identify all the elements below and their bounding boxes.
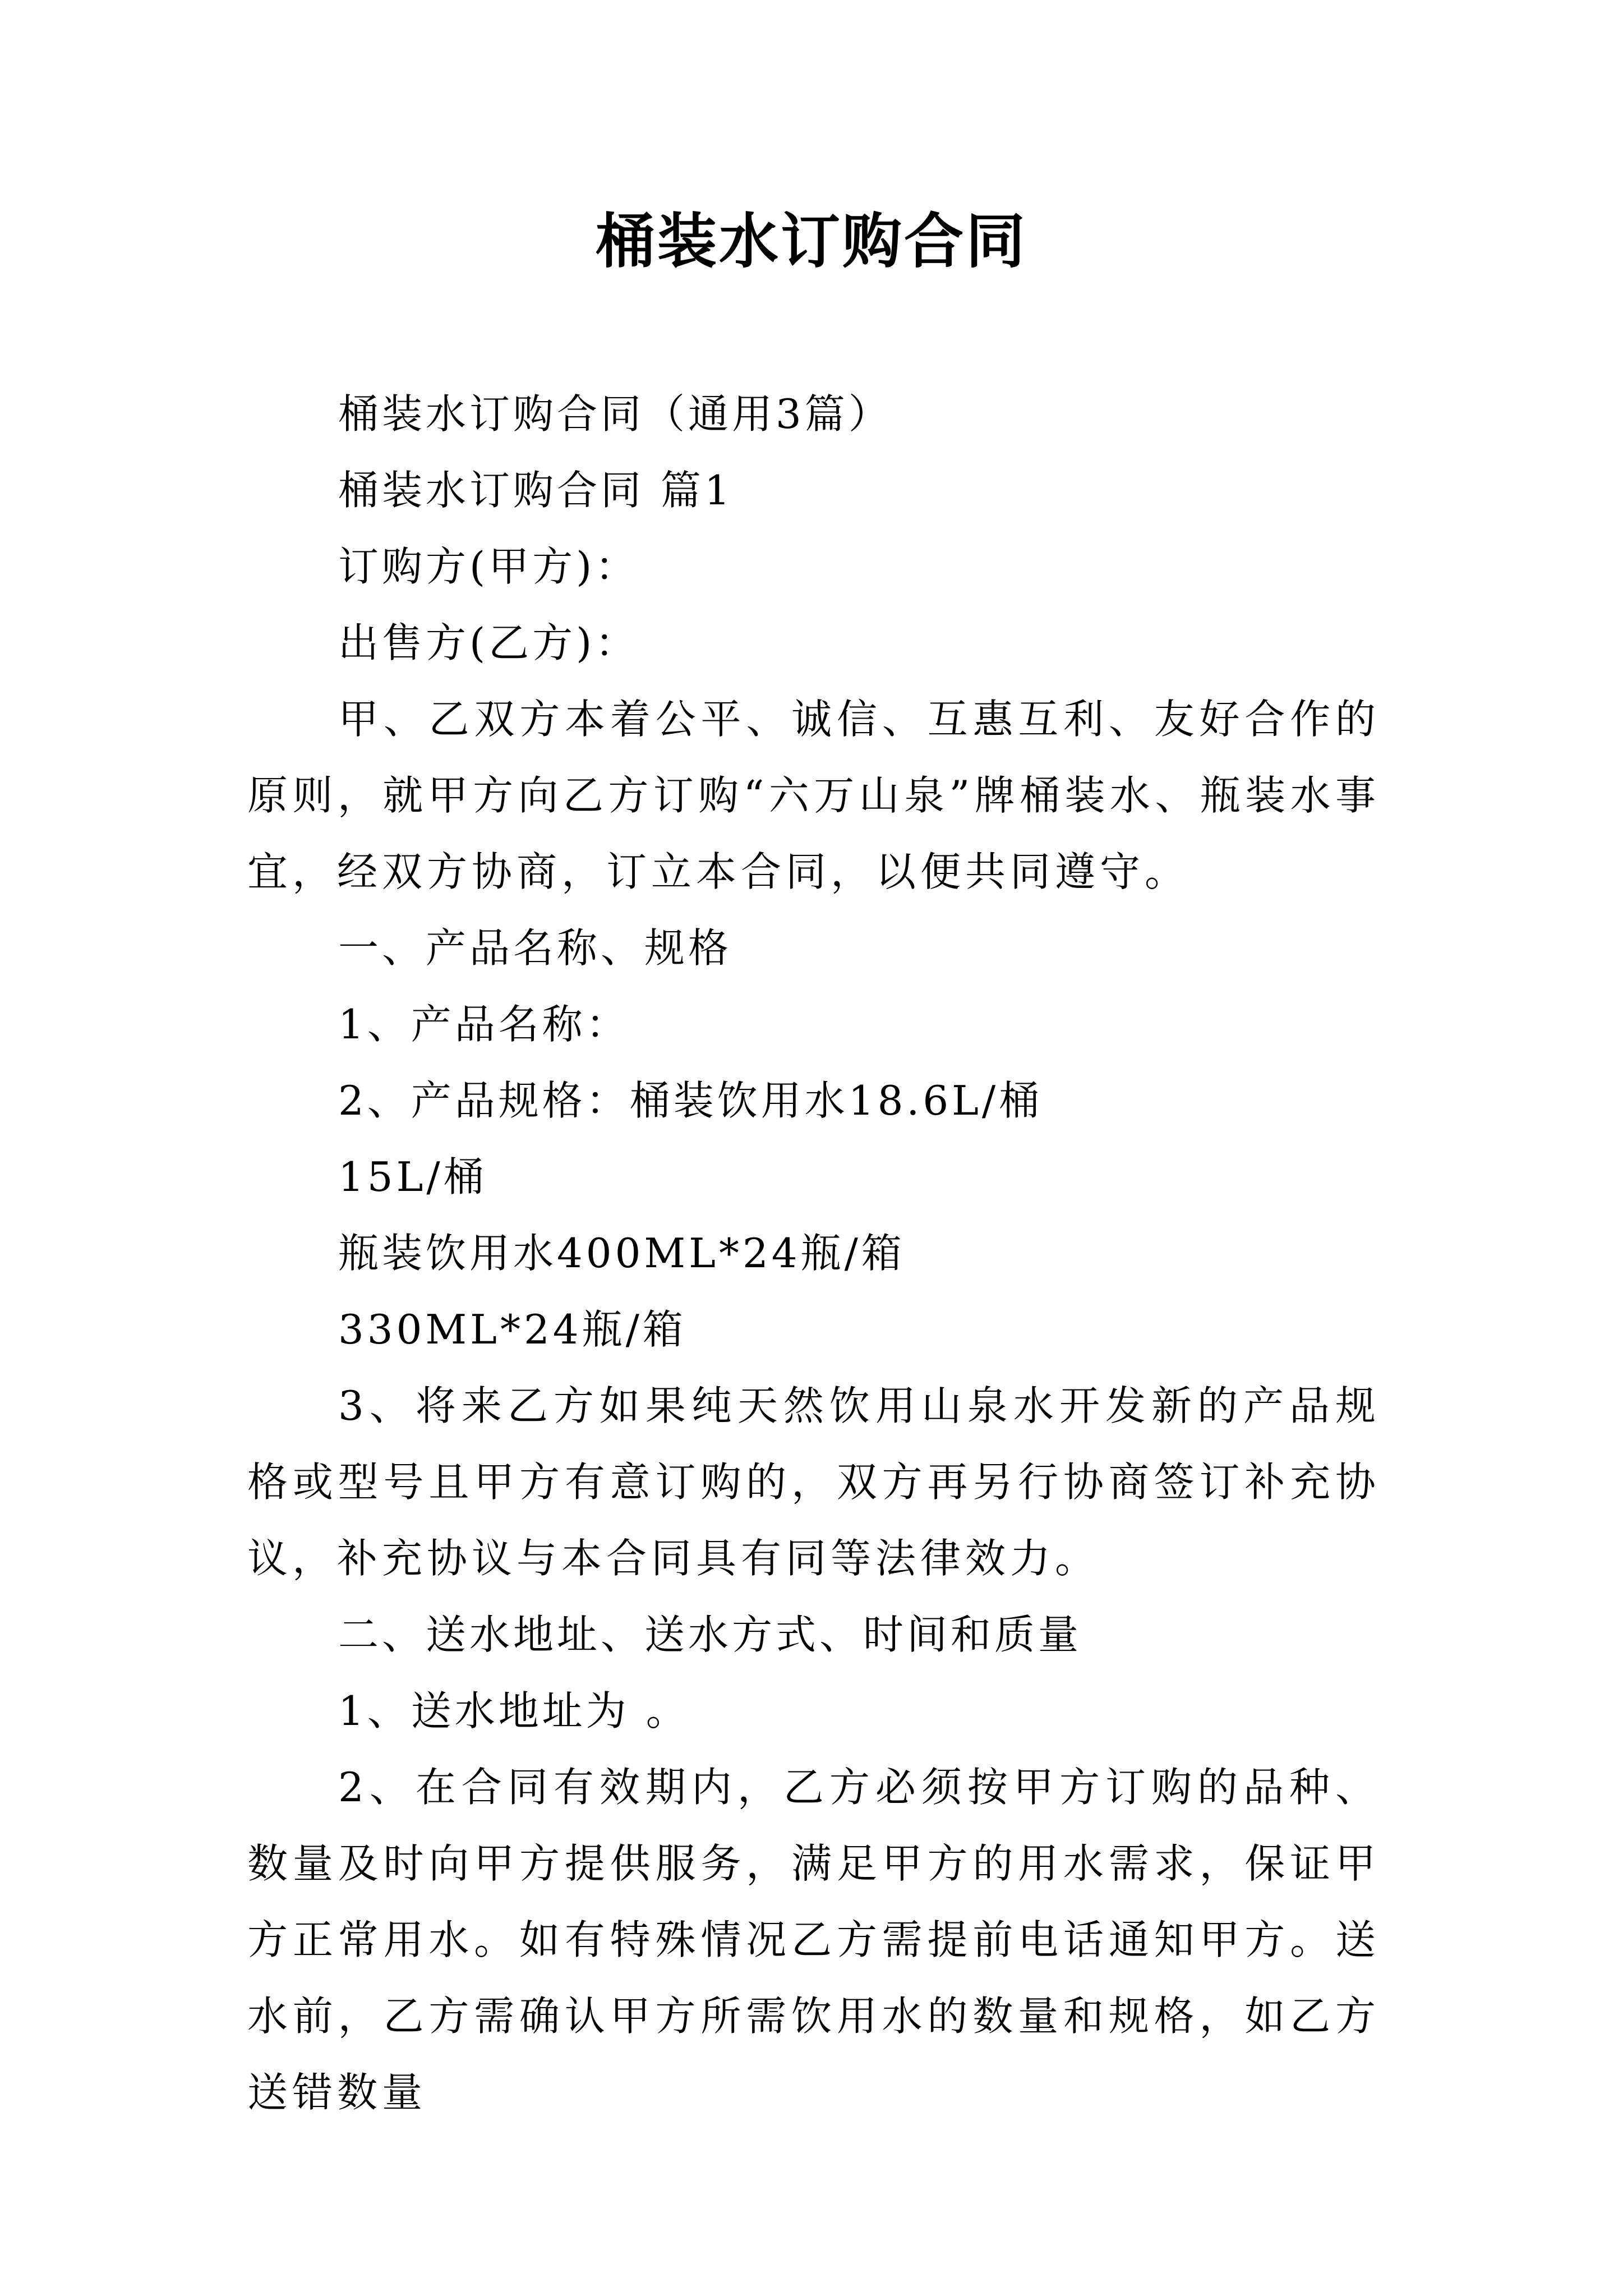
paragraph-party-b: 出售方(乙方)：: [338, 619, 639, 666]
document-body: [247, 376, 1380, 2131]
paragraph-party-a: 订购方(甲方)：: [338, 543, 639, 590]
paragraph-new-products: 3、将来乙方如果纯天然饮用山泉水开发新的产品规格或型号且甲方有意订购的，双方再另行协商签订补充协议，补充协议与本合同具有同等法律效力。: [247, 1382, 1380, 1582]
paragraph-product-spec: 2、产品规格：桶装饮用水18.6L/桶: [338, 1077, 1043, 1124]
paragraph-section-heading: 桶装水订购合同 篇1: [338, 467, 734, 514]
paragraph-spec-400ml: 瓶装饮用水400ML*24瓶/箱: [338, 1230, 905, 1277]
paragraph-clause-2-heading: 二、送水地址、送水方式、时间和质量: [338, 1611, 1082, 1658]
paragraph-product-name: 1、产品名称：: [338, 1001, 630, 1048]
paragraph-delivery-address: 1、送水地址为 。: [338, 1687, 690, 1734]
paragraph-preamble: 甲、乙双方本着公平、诚信、互惠互利、友好合作的原则，就甲方向乙方订购“六万山泉”牌桶装水、瓶装水事宜，经双方协商，订立本合同，以便共同遵守。: [247, 696, 1380, 895]
paragraph-spec-330ml: 330ML*24瓶/箱: [338, 1306, 686, 1353]
paragraph-delivery-terms: 2、在合同有效期内，乙方必须按甲方订购的品种、数量及时向甲方提供服务，满足甲方的用水需求，保证甲方正常用水。如有特殊情况乙方需提前电话通知甲方。送水前，乙方需确认甲方所需饮用水的数量和规格，如乙方送错数量: [247, 1764, 1380, 2116]
paragraph-subtitle: 桶装水订购合同（通用3篇）: [338, 390, 892, 438]
paragraph-clause-1-heading: 一、产品名称、规格: [338, 924, 732, 972]
document-title: 桶装水订购合同: [596, 206, 1027, 276]
paragraph-spec-15l: 15L/桶: [338, 1153, 487, 1200]
